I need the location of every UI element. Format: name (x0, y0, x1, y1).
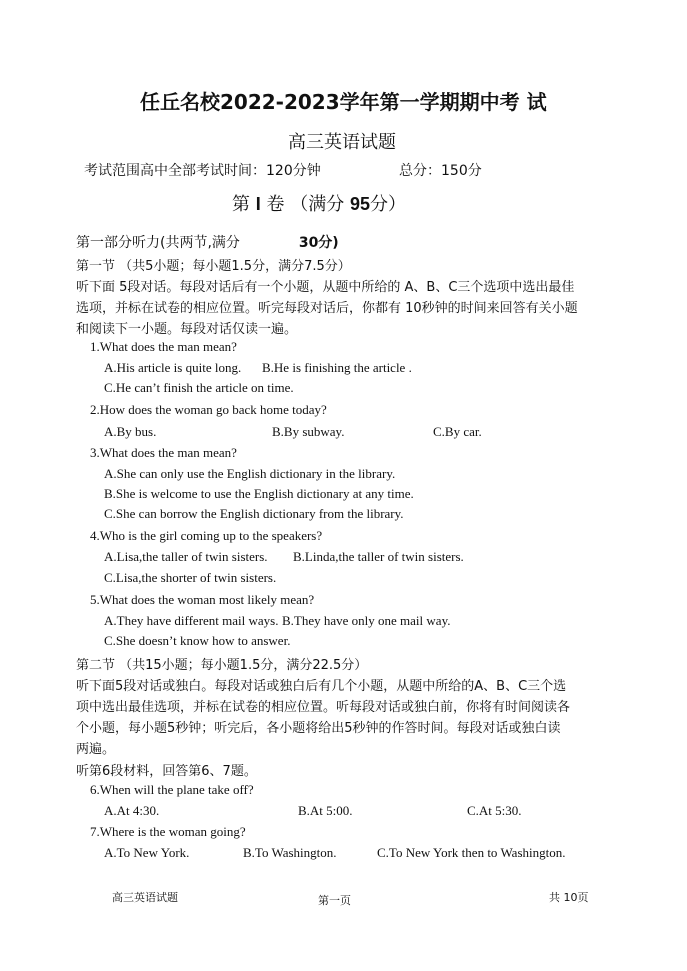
footer-subject: 高三英语试题 (112, 891, 178, 904)
volume-label-a: 第 (232, 194, 250, 215)
question-stem: 5.What does the woman most likely mean? (90, 592, 315, 607)
volume-label-c: 分） (369, 194, 406, 215)
option-c: C.She can borrow the English dictionary from the library. (104, 506, 404, 521)
question-stem: 1.What does the man mean? (90, 339, 237, 354)
question-stem: 7.Where is the woman going? (90, 824, 246, 839)
option-b: B.By subway. (272, 424, 345, 439)
option-c: C.At 5:30. (467, 803, 522, 818)
question-stem: 4.Who is the girl coming up to the speakers? (90, 528, 323, 543)
option-b: B.He is finishing the article . (262, 360, 412, 375)
option-a: A.By bus. (104, 424, 157, 439)
section1-heading: 第一节 （共5小题；每小题1.5分，满分7.5分） (76, 259, 351, 274)
part1-heading-score: 30分) (298, 235, 339, 251)
option-b: B.At 5:00. (298, 803, 353, 818)
option-a: A.At 4:30. (104, 803, 160, 818)
exam-title: 任丘名校2022-2023学年第一学期期中考 试 (140, 90, 547, 114)
section1-instruction-line: 和阅读下一小题。每段对话仅读一遍。 (76, 322, 298, 337)
exam-scope-time: 考试范围高中全部考试时间：120分钟 (84, 163, 321, 179)
option-a: A.She can only use the English dictionary in the library. (104, 466, 396, 481)
option-c: C.He can’t finish the article on time. (104, 380, 294, 395)
part1-heading-text: 第一部分听力(共两节,满分 (76, 235, 240, 251)
option-a: A.They have different mail ways. (104, 613, 279, 628)
option-a: A.Lisa,the taller of twin sisters. (104, 549, 268, 564)
volume-heading (232, 190, 406, 216)
section1-instruction-line: 选项，并标在试卷的相应位置。听完每段对话后，你都有 10秒钟的时间来回答有关小题 (76, 301, 578, 316)
volume-roman: I (255, 194, 261, 214)
exam-total-score: 总分：150分 (399, 163, 482, 179)
option-b: B.She is welcome to use the English dictionary at any time. (104, 486, 414, 501)
volume-score: 95 (349, 194, 370, 214)
part1-heading (76, 232, 339, 252)
footer-total-pages: 共 10页 (549, 891, 589, 904)
option-a: A.To New York. (104, 845, 190, 860)
section2-heading: 第二节 （共15小题；每小题1.5分，满分22.5分） (76, 658, 368, 673)
exam-subtitle: 高三英语试题 (288, 132, 396, 153)
question-stem: 6.When will the plane take off? (90, 782, 254, 797)
option-b: B.They have only one mail way. (282, 613, 451, 628)
option-a: A.His article is quite long. (104, 360, 242, 375)
option-b: B.To Washington. (243, 845, 337, 860)
section2-instruction-line: 个小题，每小题5秒钟；听完后，各小题将给出5秒钟的作答时间。每段对话或独白读 (76, 721, 561, 736)
option-b: B.Linda,the taller of twin sisters. (293, 549, 464, 564)
section1-instruction-line: 听下面 5段对话。每段对话后有一个小题，从题中所给的 A、B、C三个选项中选出最佳 (76, 280, 575, 295)
question-stem: 3.What does the man mean? (90, 445, 237, 460)
question-stem: 2.How does the woman go back home today? (90, 402, 327, 417)
option-c: C.To New York then to Washington. (377, 845, 566, 860)
option-c: C.By car. (433, 424, 482, 439)
material6-instruction: 听第6段材料，回答第6、7题。 (76, 764, 257, 779)
footer-page-number: 第一页 (318, 894, 351, 907)
volume-label-b: 卷 （满分 (266, 194, 345, 215)
section2-instruction-line: 听下面5段对话或独白。每段对话或独白后有几个小题，从题中所给的A、B、C三个选 (76, 679, 567, 694)
option-c: C.She doesn’t know how to answer. (104, 633, 291, 648)
section2-instruction-line: 项中选出最佳选项，并标在试卷的相应位置。听每段对话或独白前，你将有时间阅读各 (76, 700, 571, 715)
section2-instruction-line: 两遍。 (76, 742, 116, 757)
option-c: C.Lisa,the shorter of twin sisters. (104, 570, 277, 585)
